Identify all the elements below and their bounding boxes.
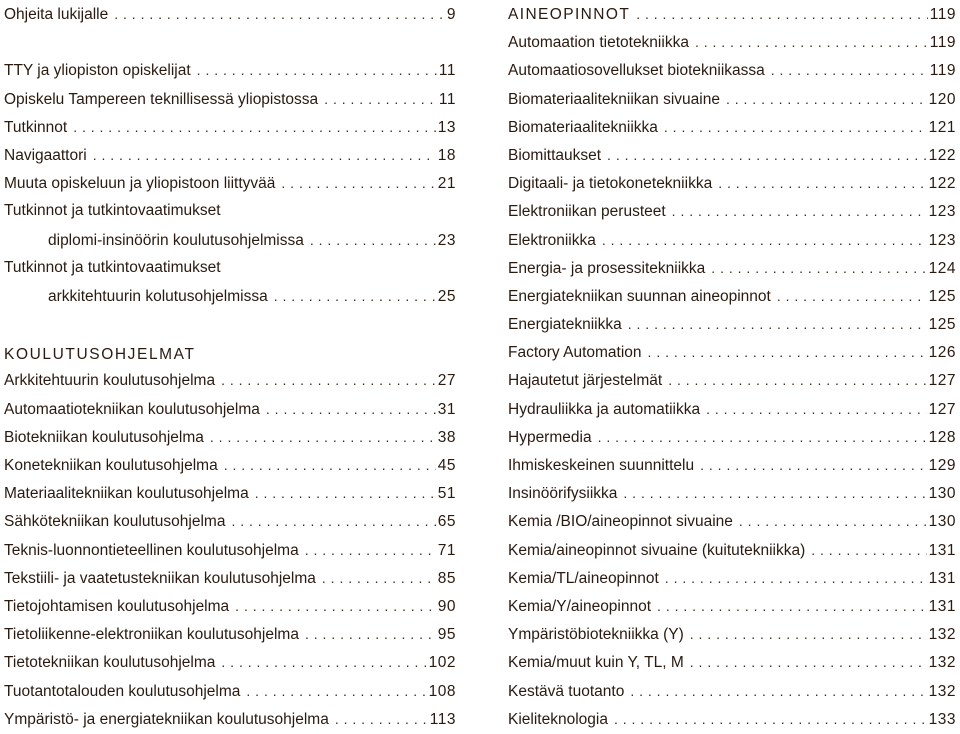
section-heading-entry [508,0,956,28]
toc-entry [508,451,956,479]
toc-entry [508,423,956,451]
toc-entry [508,169,956,197]
toc-entry-page: 132 [928,654,956,672]
toc-entry-page: 85 [437,569,456,587]
toc-entry-page: 133 [928,710,956,728]
toc-entry-page: 132 [928,682,956,700]
toc-entry [4,507,456,535]
toc-entry [508,620,956,648]
dot-leader [771,56,928,84]
dot-leader [305,620,436,648]
dot-leader [235,592,436,620]
section-heading: KOULUTUSOHJELMAT [4,346,196,364]
toc-entry [508,113,956,141]
toc-entry-page: 18 [437,146,456,164]
toc-entry-title: arkkitehtuurin kolutusohjelmissa [48,287,268,305]
toc-entry [4,479,456,507]
dot-leader [664,113,927,141]
toc-entry-title: TTY ja yliopiston opiskelijat [4,62,191,80]
toc-entry-title: Tutkinnot [4,118,68,136]
toc-entry [508,564,956,592]
toc-entry-page: 119 [929,6,956,23]
dot-leader [305,536,436,564]
toc-entry [4,366,456,394]
dot-leader [739,507,927,535]
toc-entry-title: Automaation tietotekniikka [508,34,689,52]
dot-leader [672,197,927,225]
toc-entry-title: Kemia /BIO/aineopinnot sivuaine [508,513,733,531]
toc-entry [508,254,956,282]
dot-leader [777,282,927,310]
toc-entry-title: Kemia/aineopinnot sivuaine (kuitutekniikka) [508,541,806,559]
toc-entry-page: 130 [928,485,956,503]
toc-entry-page: 122 [928,175,956,193]
toc-entry-title: Energia- ja prosessitekniikka [508,259,706,277]
toc-entry-title: Muuta opiskeluun ja yliopistoon liittyvää [4,175,276,193]
toc-entry-page: 119 [929,62,956,80]
toc-right-column [508,0,956,733]
dot-leader [665,564,927,592]
toc-entry [4,677,456,705]
toc-entry [508,28,956,56]
toc-entry-page: 125 [928,287,956,305]
toc-entry-page: 126 [928,344,956,362]
toc-entry-page: 131 [928,569,956,587]
toc-entry-page: 125 [928,316,956,334]
toc-entry [4,85,456,113]
toc-entry-page: 23 [437,231,456,249]
toc-entry-title: Tutkinnot ja tutkintovaatimukset [4,202,221,220]
dot-leader [221,648,426,676]
toc-entry-page: 11 [438,90,456,108]
dot-leader [255,479,436,507]
toc-entry-title: Factory Automation [508,344,642,362]
spacer [4,310,456,338]
dot-leader [210,423,436,451]
toc-entry-title: Tietojohtamisen koulutusohjelma [4,597,230,615]
spacer [4,28,456,56]
toc-entry [508,141,956,169]
toc-entry-title: Ihmiskeskeinen suunnittelu [508,457,695,474]
toc-entry-title: Kemia/Y/aineopinnot [508,597,652,615]
dot-leader [668,366,926,394]
dot-leader [630,677,926,705]
toc-entry-title: Tietoliikenne-elektroniikan koulutusohjelma [4,626,299,644]
toc-entry-page: 123 [928,203,956,221]
dot-leader [197,56,437,84]
dot-leader [93,141,436,169]
toc-entry-page: 38 [437,428,456,446]
toc-entry-page: 113 [429,710,456,728]
toc-entry-page: 128 [928,428,956,446]
dot-leader [266,395,436,423]
toc-entry-heading-line [4,254,456,282]
toc-entry-title: Biotekniikan koulutusohjelma [4,428,204,446]
toc-entry-page: 123 [928,231,956,249]
toc-entry [508,705,956,733]
toc-entry-title: Insinöörifysiikka [508,485,618,503]
toc-entry-title: Arkkitehtuurin koulutusohjelma [4,372,216,390]
dot-leader [614,705,927,733]
toc-entry [4,395,456,423]
toc-entry [508,85,956,113]
toc-entry [508,677,956,705]
toc-entry [4,56,456,84]
dot-leader [648,338,927,366]
toc-entry-page: 27 [437,372,456,390]
dot-leader [274,282,436,310]
toc-entry-title: Kieliteknologia [508,710,608,728]
dot-leader [811,536,926,564]
toc-entry [4,648,456,676]
dot-leader [324,85,437,113]
toc-entry-title: Tekstiili- ja vaatetustekniikan koulutusohjelma [4,569,316,587]
toc-entry [4,282,456,310]
toc-entry-title: Biomittaukset [508,146,602,164]
dot-leader [711,254,926,282]
subject-list [508,28,956,733]
toc-entry-title: Kestävä tuotanto [508,682,625,700]
dot-leader [657,592,927,620]
toc-entry-heading-line [4,197,456,225]
toc-entry-page: 31 [437,400,456,418]
toc-entry [508,395,956,423]
dot-leader [602,226,927,254]
toc-entry-title: Tietotekniikan koulutusohjelma [4,654,216,672]
toc-entry [508,197,956,225]
dot-leader [335,705,428,733]
dot-leader [718,169,926,197]
dot-leader [73,113,436,141]
toc-entry-title: Teknis-luonnontieteellinen koulutusohjelma [4,541,299,559]
toc-entry-page: 45 [437,457,456,474]
toc-entry-title: Sähkötekniikan koulutusohjelma [4,513,226,531]
toc-entry-title: Kemia/TL/aineopinnot [508,569,659,587]
section-heading: AINEOPINNOT [508,6,631,23]
toc-entry-title: Energiatekniikan suunnan aineopinnot [508,287,771,305]
toc-entry [508,536,956,564]
dot-leader [607,141,927,169]
toc-entry-page: 124 [928,259,956,277]
toc-entry-title: Ohjeita lukijalle [4,6,109,23]
toc-entry-page: 65 [437,513,456,531]
toc-entry [4,0,456,28]
toc-entry-title: Digitaali- ja tietokonetekniikka [508,175,713,193]
toc-entry [4,423,456,451]
dot-leader [224,451,436,479]
toc-entry [4,141,456,169]
toc-entry [508,282,956,310]
dot-leader [322,564,436,592]
toc-entry-title: Automaatiotekniikan koulutusohjelma [4,400,260,418]
toc-entry-title: Automaatiosovellukset biotekniikassa [508,62,765,80]
toc-entry [508,366,956,394]
dot-leader [636,0,928,28]
toc-entry-page: 9 [446,6,456,23]
toc-entry-page: 131 [928,597,956,615]
toc-entry [4,113,456,141]
dot-leader [706,395,927,423]
toc-entry-page: 131 [928,541,956,559]
toc-entry-page: 130 [928,513,956,531]
toc-entry-page: 25 [437,287,456,305]
toc-entry-page: 120 [928,90,956,108]
toc-entry-page: 127 [928,372,956,390]
dot-leader [114,0,445,28]
toc-entry-page: 108 [428,682,456,700]
toc-entry [4,536,456,564]
toc-entry-page: 51 [437,485,456,503]
toc-entry [508,338,956,366]
toc-entry-title: Hypermedia [508,428,592,446]
toc-entry [508,226,956,254]
toc-entry-page: 119 [929,34,956,52]
dot-leader [700,451,927,479]
toc-entry-title: Elektroniikka [508,231,596,249]
dot-leader [690,648,927,676]
toc-entry-title: Materiaalitekniikan koulutusohjelma [4,485,249,503]
dot-leader [623,479,926,507]
toc-entry-page: 102 [428,654,456,672]
toc-entry-page: 13 [437,118,456,136]
toc-entry-page: 11 [438,62,456,80]
toc-entry-title: Biomateriaalitekniikan sivuaine [508,90,720,108]
toc-entry-page: 121 [928,118,956,136]
dot-leader [246,677,426,705]
toc-entry [508,592,956,620]
toc-entry-title: Energiatekniikka [508,316,622,334]
dot-leader [726,85,927,113]
toc-entry-title: Ympäristöbiotekniikka (Y) [508,626,684,644]
programme-list [4,366,456,732]
toc-entry [4,620,456,648]
dot-leader [628,310,927,338]
toc-entry-title: Tuotantotalouden koulutusohjelma [4,682,241,700]
toc-entry [508,56,956,84]
dot-leader [231,507,435,535]
toc-entry-page: 71 [437,541,456,559]
toc-entry-page: 122 [928,146,956,164]
toc-entry-title: Konetekniikan koulutusohjelma [4,457,218,474]
toc-entry-page: 95 [437,626,456,644]
toc-entry-page: 127 [928,400,956,418]
toc-entry-page: 21 [437,175,456,193]
toc-entry-title: Ympäristö- ja energiatekniikan koulutusohjelma [4,710,329,728]
dot-leader [310,226,436,254]
toc-entry [4,451,456,479]
toc-left-column [4,0,456,733]
toc-entry-title: Biomateriaalitekniikka [508,118,658,136]
toc-entry-title: Tutkinnot ja tutkintovaatimukset [4,258,221,276]
toc-entry-page: 90 [437,597,456,615]
dot-leader [281,169,435,197]
toc-entry-page: 132 [928,626,956,644]
toc-entry-title: Opiskelu Tampereen teknillisessä yliopistossa [4,90,319,108]
toc-entry [508,310,956,338]
dot-leader [598,423,927,451]
toc-entry-title: Elektroniikan perusteet [508,203,666,221]
toc-entry-title: Hajautetut järjestelmät [508,372,663,390]
toc-entry [508,479,956,507]
dot-leader [695,28,928,56]
toc-entry [4,564,456,592]
toc-entry [508,507,956,535]
dot-leader [221,366,436,394]
toc-entry-page: 129 [928,457,956,474]
toc-entry [4,705,456,733]
toc-entry [4,226,456,254]
toc-entry-title: Navigaattori [4,146,87,164]
toc-entry [4,592,456,620]
dot-leader [690,620,927,648]
toc-entry-title: Hydrauliikka ja automatiikka [508,400,701,418]
toc-entry [508,648,956,676]
toc-entry-title: diplomi-insinöörin koulutusohjelmissa [48,231,304,249]
toc-entry [4,169,456,197]
toc-entry-title: Kemia/muut kuin Y, TL, M [508,654,684,672]
